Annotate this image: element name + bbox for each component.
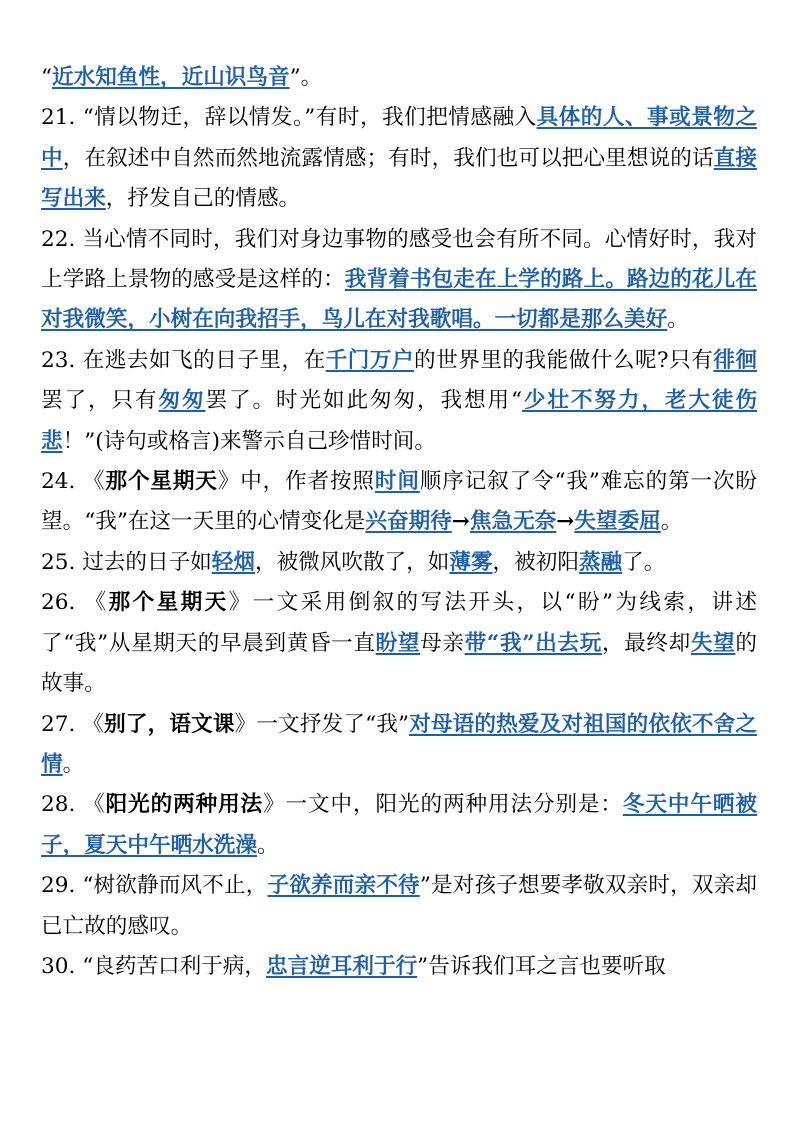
answer-text: 千门万户 — [325, 347, 415, 373]
body-text: 母亲 — [420, 630, 465, 656]
paragraph-intro — [41, 58, 757, 98]
body-text: 了。 — [622, 549, 666, 575]
body-text: 28. 《 — [41, 792, 106, 818]
body-text: ”告诉我们耳之言也要听取 — [417, 953, 666, 979]
body-text: 》一文采用倒叙的写法开头，以“盼”为线索，讲述了“我”从星期天的早晨到黄昏一直 — [41, 590, 757, 656]
body-text: 》一文抒发了“我” — [234, 711, 410, 737]
body-text: ，最终却 — [601, 630, 691, 656]
answer-text: 子欲养而亲不待 — [267, 873, 420, 899]
body-text: 29. “树欲静而风不止， — [41, 873, 268, 899]
answer-text: 焦急无奈 — [469, 509, 557, 535]
body-text: 26. 《 — [41, 590, 109, 616]
paragraph-29 — [41, 866, 757, 947]
answer-text: 兴奋期待 — [365, 509, 452, 535]
answer-text: 冬天中午晒被子，夏天中午晒水洗澡 — [41, 792, 757, 858]
document-page — [41, 58, 757, 987]
bold-text: → — [556, 509, 575, 535]
body-text: 顺序记叙了令“我”难忘的第一次盼望。“我”在这一天里的心情变化是 — [41, 469, 757, 535]
answer-text: 失望 — [690, 630, 736, 656]
body-text: 。 — [660, 509, 683, 535]
answer-text: 蒸融 — [578, 549, 623, 575]
paragraph-22 — [41, 220, 757, 341]
paragraph-24 — [41, 462, 757, 543]
body-text: ，被初阳 — [492, 549, 579, 575]
bold-text: 那个星期天 — [105, 469, 218, 495]
bold-text: 那个星期天 — [108, 590, 229, 616]
body-text: 24. 《 — [41, 469, 106, 495]
body-text: 30. “良药苦口利于病， — [41, 953, 266, 979]
paragraph-30 — [41, 947, 757, 987]
answer-text: 具体的人、事或景物之中 — [41, 105, 757, 171]
paragraph-25 — [41, 543, 757, 583]
answer-text: 轻烟 — [211, 549, 255, 575]
answer-text: 时间 — [374, 469, 420, 495]
answer-text: 我背着书包走在上学的路上。路边的花儿在对我微笑，小树在向我招手，鸟儿在对我歌唱。一切都是那么美好 — [41, 267, 757, 333]
answer-text: 带“我”出去玩 — [464, 630, 602, 656]
body-text: 25. 过去的日子如 — [41, 549, 212, 575]
bold-text: 别了，语文课 — [104, 711, 235, 737]
body-text: ，被微风吹散了，如 — [254, 549, 450, 575]
bold-text: → — [451, 509, 470, 535]
body-text: ，在叙述中自然而然地流露情感；有时，我们也可以把心里想说的话 — [62, 145, 714, 171]
body-text: ！”(诗句或格言)来警示自己珍惜时间。 — [62, 428, 436, 454]
answer-text: 对母语的热爱及对祖国的依依不舍之情 — [41, 711, 757, 777]
body-text: ”。 — [289, 65, 323, 90]
answer-text: 失望委屈 — [574, 509, 661, 535]
body-text: 23. 在逃去如飞的日子里，在 — [41, 347, 326, 373]
body-text: 罢了，只有 — [41, 388, 159, 414]
paragraph-23 — [41, 341, 757, 462]
body-text: 21. “情以物迁，辞以情发。”有时，我们把情感融入 — [41, 105, 537, 131]
body-text: 。 — [667, 307, 689, 333]
paragraph-28 — [41, 785, 757, 866]
body-text: 27. 《 — [41, 711, 105, 737]
body-text: “ — [41, 65, 53, 90]
answer-text: 徘徊 — [713, 347, 757, 373]
paragraph-21 — [41, 98, 757, 219]
answer-text: 匆匆 — [158, 388, 206, 414]
answer-text: 忠言逆耳利于行 — [266, 953, 418, 979]
body-text: 22. 当心情不同时，我们对身边事物的感受也会有所不同。心情好时，我对上学路上景物的感受是这样的： — [41, 226, 757, 293]
body-text: ”是对孩子想要孝敬双亲时，双亲却已亡故的感叹。 — [41, 873, 757, 939]
paragraph-26 — [41, 583, 757, 704]
bold-text: 阳光的两种用法 — [105, 792, 264, 818]
body-text: 罢了。时光如此匆匆，我想用“ — [205, 388, 522, 414]
answer-text: 近水知鱼性，近山识鸟音 — [52, 65, 290, 90]
answer-text: 盼望 — [375, 630, 421, 656]
body-text: 》一文中，阳光的两种用法分别是： — [263, 792, 623, 818]
body-text: 。 — [256, 832, 279, 858]
answer-text: 直接写出来 — [41, 145, 757, 212]
body-text: ，抒发自己的情感。 — [105, 186, 301, 212]
paragraph-27 — [41, 705, 757, 786]
body-text: 。 — [62, 751, 85, 777]
answer-text: 薄雾 — [449, 549, 493, 575]
answer-text: 少壮不努力，老大徒伤悲 — [41, 388, 757, 454]
body-text: 》中，作者按照 — [217, 469, 375, 495]
body-text: 的世界里的我能做什么呢?只有 — [414, 347, 714, 373]
body-text: 的故事。 — [41, 630, 757, 697]
